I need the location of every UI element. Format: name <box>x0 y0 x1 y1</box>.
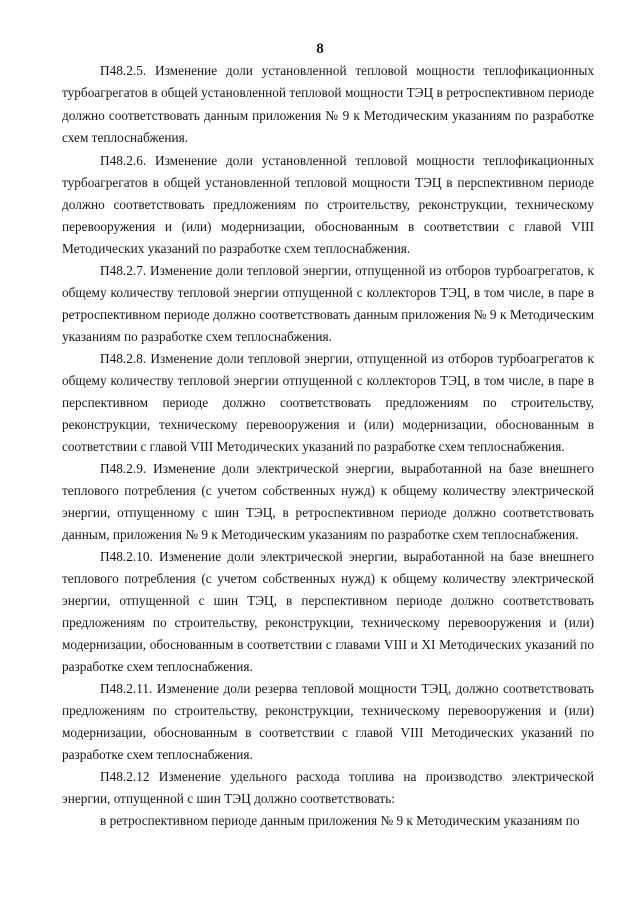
document-body <box>62 60 594 832</box>
paragraph-p48-2-11: П48.2.11. Изменение доли резерва тепловой мощности ТЭЦ, должно соответствовать предложениям по строительству, реконструкции, техническому перевооружения и (или) модернизации, обоснованным в соответствии с главой VIII Методических указаний по разработке схем теплоснабжения. <box>62 680 594 762</box>
paragraph-p48-2-8: П48.2.8. Изменение доли тепловой энергии, отпущенной из отборов турбоагрегатов к общему количеству тепловой энергии отпущенной с коллекторов ТЭЦ, в том числе, в паре в перспективном периоде должно соответствовать предложениям по строительству, реконструкции, техническому перевооружения и (или) модернизации, обоснованным в соответствии с главой VIII Методических указаний по разработке схем теплоснабжения. <box>62 350 594 454</box>
paragraph-p48-2-6: П48.2.6. Изменение доли установленной тепловой мощности теплофикационных турбоагрегатов в общей установленной тепловой мощности ТЭЦ в перспективном периоде должно соответствовать предложениям по строительству, реконструкции, техническому перевооружения и (или) модернизации, обоснованным в соответствии с главой VIII Методических указаний по разработке схем теплоснабжения. <box>62 152 594 256</box>
paragraph-p48-2-10: П48.2.10. Изменение доли электрической энергии, выработанной на базе внешнего теплового потребления (с учетом собственных нужд) к общему количеству электрической энергии, отпущенной с шин ТЭЦ, в перспективном периоде должно соответствовать предложениям по строительству, реконструкции, техническому перевооружения и (или) модернизации, обоснованным в соответствии с главами VIII и XI Методических указаний по разработке схем теплоснабжения. <box>62 548 594 674</box>
paragraph-p48-2-7: П48.2.7. Изменение доли тепловой энергии, отпущенной из отборов турбоагрегатов, к общему количеству тепловой энергии отпущенной с коллекторов ТЭЦ, в том числе, в паре в ретроспективном периоде должно соответствовать данным приложения № 9 к Методическим указаниям по разработке схем теплоснабжения. <box>62 262 594 344</box>
paragraph-p48-2-5: П48.2.5. Изменение доли установленной тепловой мощности теплофикационных турбоагрегатов в общей установленной тепловой мощности ТЭЦ в ретроспективном периоде должно соответствовать данным приложения № 9 к Методическим указаниям по разработке схем теплоснабжения. <box>62 63 594 146</box>
paragraph-retrospective-period: в ретроспективном периоде данным приложения № 9 к Методическим указаниям по <box>100 812 580 828</box>
page-number: 8 <box>316 41 324 57</box>
paragraph-p48-2-12: П48.2.12 Изменение удельного расхода топлива на производство электрической энергии, отпущенной с шин ТЭЦ должно соответствовать: <box>62 768 594 806</box>
paragraph-p48-2-9: П48.2.9. Изменение доли электрической энергии, выработанной на базе внешнего теплового потребления (с учетом собственных нужд) к общему количеству электрической энергии, отпущенному с шин ТЭЦ, в ретроспективном периоде должно соответствовать данным, приложения № 9 к Методическим указаниям по разработке схем теплоснабжения. <box>62 460 594 542</box>
